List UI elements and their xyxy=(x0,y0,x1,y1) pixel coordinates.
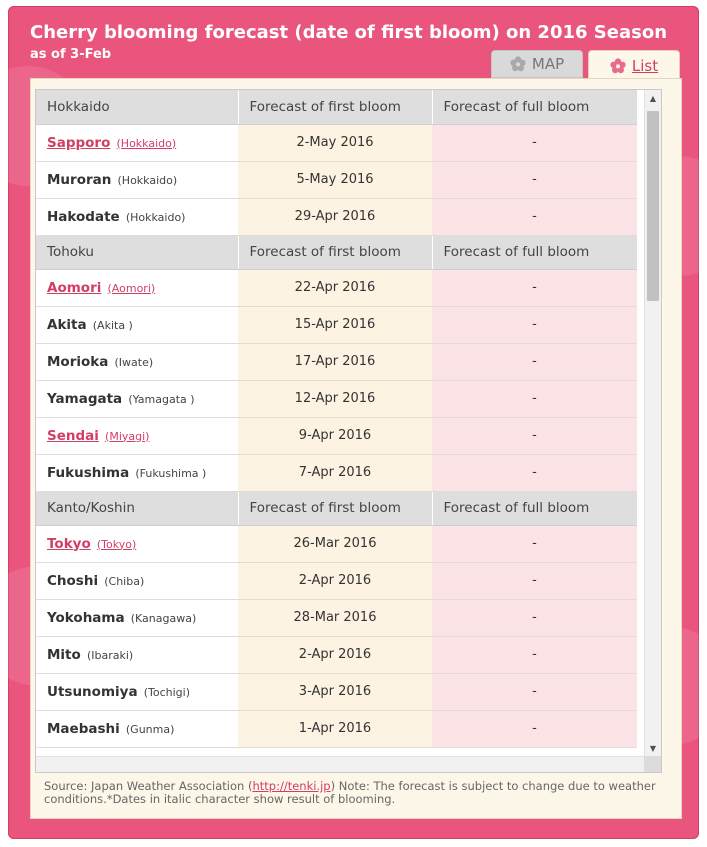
prefecture-name: (Hokkaido) xyxy=(125,210,186,224)
prefecture-name: (Chiba) xyxy=(104,574,145,588)
first-bloom-header: Forecast of first bloom xyxy=(238,90,432,124)
city-cell xyxy=(36,343,238,380)
city-name: Mito xyxy=(47,646,81,663)
city-name: Muroran xyxy=(47,171,112,188)
prefecture-name: (Hokkaido) xyxy=(116,136,177,150)
city-cell xyxy=(36,380,238,417)
first-bloom-date: 2-Apr 2016 xyxy=(238,562,432,599)
prefecture-name: (Tochigi) xyxy=(143,685,190,699)
source-prefix: Source: Japan Weather Association ( xyxy=(44,779,253,793)
full-bloom-date: - xyxy=(432,306,637,343)
region-name: Hokkaido xyxy=(36,90,238,124)
forecast-table xyxy=(36,90,637,748)
full-bloom-date: - xyxy=(432,380,637,417)
full-bloom-date: - xyxy=(432,525,637,562)
table-row xyxy=(36,161,637,198)
first-bloom-date: 1-Apr 2016 xyxy=(238,710,432,747)
city-link[interactable] xyxy=(36,525,238,562)
first-bloom-date: 26-Mar 2016 xyxy=(238,525,432,562)
full-bloom-date: - xyxy=(432,124,637,161)
region-name: Kanto/Koshin xyxy=(36,491,238,525)
first-bloom-date: 2-Apr 2016 xyxy=(238,636,432,673)
blossom-icon xyxy=(610,58,626,74)
full-bloom-date: - xyxy=(432,599,637,636)
first-bloom-date: 17-Apr 2016 xyxy=(238,343,432,380)
table-row xyxy=(36,198,637,235)
prefecture-name: (Miyagi) xyxy=(105,429,150,443)
table-row xyxy=(36,417,637,454)
prefecture-name: (Gunma) xyxy=(125,722,175,736)
first-bloom-date: 3-Apr 2016 xyxy=(238,673,432,710)
table-row xyxy=(36,599,637,636)
full-bloom-header: Forecast of full bloom xyxy=(432,491,637,525)
city-name: Fukushima xyxy=(47,464,130,481)
city-name: Yamagata xyxy=(47,390,123,407)
table-row xyxy=(36,124,637,161)
full-bloom-date: - xyxy=(432,343,637,380)
city-cell xyxy=(36,599,238,636)
table-row xyxy=(36,562,637,599)
prefecture-name: (Ibaraki) xyxy=(86,648,134,662)
city-link[interactable] xyxy=(36,269,238,306)
table-row xyxy=(36,269,637,306)
table-row xyxy=(36,673,637,710)
source-suffix: ) Note: The forecast is subject to change due to weather conditions.*Dates in italic character show result of blooming. xyxy=(44,779,656,806)
city-cell xyxy=(36,636,238,673)
region-header-row xyxy=(36,235,637,269)
full-bloom-date: - xyxy=(432,161,637,198)
first-bloom-date: 28-Mar 2016 xyxy=(238,599,432,636)
city-cell xyxy=(36,198,238,235)
tab-list[interactable] xyxy=(588,50,680,80)
first-bloom-date: 5-May 2016 xyxy=(238,161,432,198)
full-bloom-date: - xyxy=(432,673,637,710)
page-title: Cherry blooming forecast (date of first bloom) on 2016 Season xyxy=(30,22,668,43)
prefecture-name: (Yamagata ) xyxy=(128,392,195,406)
city-name: Utsunomiya xyxy=(47,683,138,700)
prefecture-name: (Aomori) xyxy=(107,281,156,295)
city-name: Sendai xyxy=(47,427,99,444)
full-bloom-date: - xyxy=(432,454,637,491)
scrollbar-corner xyxy=(644,756,661,772)
prefecture-name: (Fukushima ) xyxy=(135,466,207,480)
first-bloom-date: 9-Apr 2016 xyxy=(238,417,432,454)
tab-list-label: List xyxy=(631,56,659,75)
first-bloom-date: 15-Apr 2016 xyxy=(238,306,432,343)
city-name: Sapporo xyxy=(47,134,111,151)
source-note xyxy=(44,780,664,806)
full-bloom-date: - xyxy=(432,562,637,599)
first-bloom-header: Forecast of first bloom xyxy=(238,491,432,525)
city-name: Morioka xyxy=(47,353,109,370)
table-row xyxy=(36,343,637,380)
city-cell xyxy=(36,562,238,599)
tab-map[interactable] xyxy=(491,50,583,78)
city-name: Aomori xyxy=(47,279,102,296)
forecast-scroll-area[interactable] xyxy=(35,89,662,773)
blossom-icon xyxy=(510,56,526,72)
city-cell xyxy=(36,673,238,710)
city-cell xyxy=(36,454,238,491)
as-of-date: as of 3-Feb xyxy=(30,47,112,62)
horizontal-scrollbar[interactable] xyxy=(36,756,644,772)
city-cell xyxy=(36,306,238,343)
scrollbar-thumb[interactable] xyxy=(647,111,659,301)
scroll-down-arrow-icon[interactable]: ▼ xyxy=(649,744,657,753)
city-cell xyxy=(36,161,238,198)
city-link[interactable] xyxy=(36,124,238,161)
city-name: Akita xyxy=(47,316,87,333)
prefecture-name: (Hokkaido) xyxy=(117,173,178,187)
tab-map-label: MAP xyxy=(531,55,565,73)
first-bloom-date: 2-May 2016 xyxy=(238,124,432,161)
table-row xyxy=(36,636,637,673)
first-bloom-date: 12-Apr 2016 xyxy=(238,380,432,417)
scroll-up-arrow-icon[interactable]: ▲ xyxy=(649,94,657,103)
city-name: Yokohama xyxy=(47,609,125,626)
full-bloom-date: - xyxy=(432,198,637,235)
vertical-scrollbar[interactable] xyxy=(644,90,661,757)
table-row xyxy=(36,380,637,417)
city-name: Choshi xyxy=(47,572,99,589)
full-bloom-header: Forecast of full bloom xyxy=(432,90,637,124)
first-bloom-date: 22-Apr 2016 xyxy=(238,269,432,306)
table-row xyxy=(36,710,637,747)
prefecture-name: (Tokyo) xyxy=(96,537,137,551)
table-row xyxy=(36,306,637,343)
table-row xyxy=(36,525,637,562)
source-link[interactable]: http://tenki.jp xyxy=(252,779,331,793)
prefecture-name: (Iwate) xyxy=(114,355,154,369)
city-cell xyxy=(36,710,238,747)
first-bloom-date: 7-Apr 2016 xyxy=(238,454,432,491)
city-name: Tokyo xyxy=(47,535,91,552)
full-bloom-date: - xyxy=(432,417,637,454)
full-bloom-date: - xyxy=(432,710,637,747)
region-header-row xyxy=(36,491,637,525)
first-bloom-header: Forecast of first bloom xyxy=(238,235,432,269)
prefecture-name: (Kanagawa) xyxy=(130,611,197,625)
prefecture-name: (Akita ) xyxy=(92,318,133,332)
city-name: Maebashi xyxy=(47,720,120,737)
region-name: Tohoku xyxy=(36,235,238,269)
first-bloom-date: 29-Apr 2016 xyxy=(238,198,432,235)
full-bloom-date: - xyxy=(432,636,637,673)
full-bloom-date: - xyxy=(432,269,637,306)
city-name: Hakodate xyxy=(47,208,120,225)
full-bloom-header: Forecast of full bloom xyxy=(432,235,637,269)
region-header-row xyxy=(36,90,637,124)
city-link[interactable] xyxy=(36,417,238,454)
table-row xyxy=(36,454,637,491)
